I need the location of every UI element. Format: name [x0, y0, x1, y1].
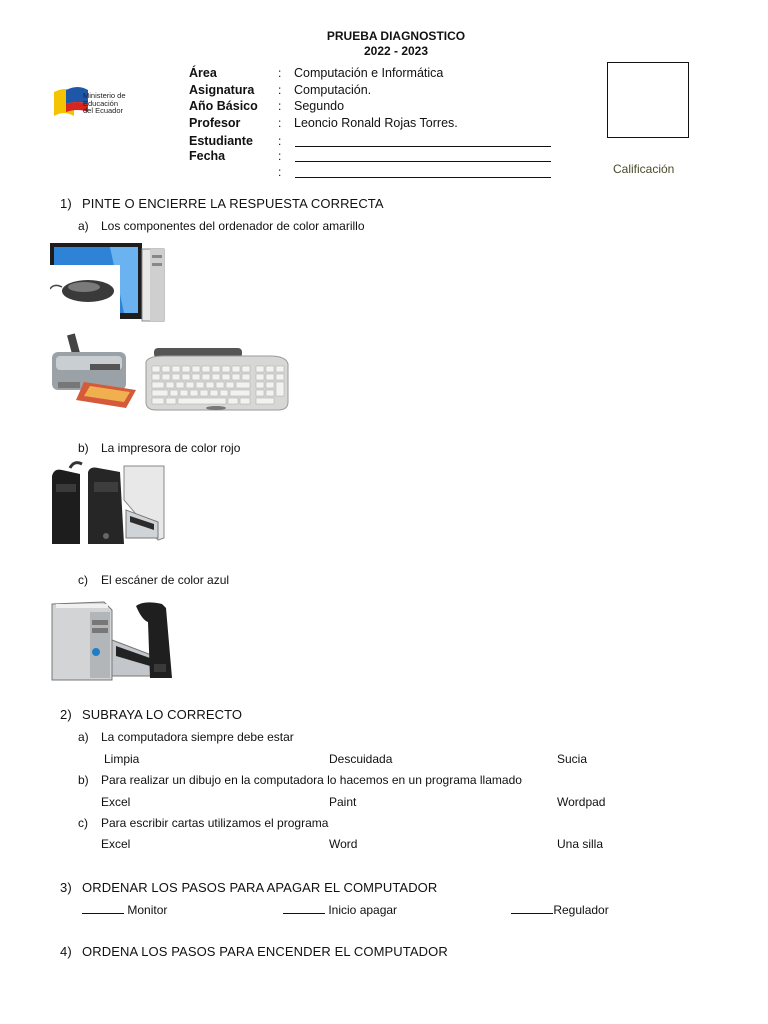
colon: : [278, 83, 282, 97]
student-name-line[interactable] [295, 146, 551, 147]
q2c-option-2[interactable]: Word [329, 837, 358, 851]
colon: : [278, 99, 282, 113]
speakers-scanner-image[interactable] [50, 460, 166, 546]
q3-step-2[interactable] [283, 903, 397, 917]
field-label-area: Área [189, 66, 217, 80]
q3-step-3[interactable] [511, 903, 609, 917]
answer-blank[interactable] [511, 903, 553, 914]
q2b-option-2[interactable]: Paint [329, 795, 357, 809]
q1-number: 1) [60, 196, 72, 211]
q4-number: 4) [60, 944, 72, 959]
colon: : [278, 116, 282, 130]
q2-number: 2) [60, 707, 72, 722]
q1b-text: La impresora de color rojo [101, 441, 241, 455]
field-value-asignatura: Computación. [294, 83, 372, 97]
field-label-asignatura: Asignatura [189, 83, 255, 97]
q2c-option-1[interactable]: Excel [101, 837, 131, 851]
q2a-text: La computadora siempre debe estar [101, 730, 294, 744]
q1b-letter: b) [78, 441, 89, 455]
q2c-option-3[interactable]: Una silla [557, 837, 604, 851]
field-value-profesor: Leoncio Ronald Rojas Torres. [294, 116, 458, 130]
extra-line[interactable] [295, 177, 551, 178]
q2b-option-1[interactable]: Excel [101, 795, 131, 809]
grade-box[interactable] [607, 62, 689, 138]
logo-text: Ministerio de Educación del Ecuador [83, 91, 126, 115]
field-label-profesor: Profesor [189, 116, 241, 130]
q2a-option-3[interactable]: Sucia [557, 752, 588, 766]
colon: : [278, 165, 282, 179]
field-label-fecha: Fecha [189, 149, 226, 163]
answer-blank[interactable] [283, 903, 325, 914]
ministry-logo [52, 86, 152, 122]
colon: : [278, 66, 282, 80]
q3-step-label: Monitor [127, 903, 168, 917]
document-years: 2022 - 2023 [363, 44, 429, 58]
answer-blank[interactable] [82, 903, 124, 914]
grade-label: Calificación [613, 162, 675, 176]
field-value-ano-basico: Segundo [294, 99, 345, 113]
q3-step-label: Inicio apagar [328, 903, 398, 917]
colon: : [278, 149, 282, 163]
q4-text: ORDENA LOS PASOS PARA ENCENDER EL COMPUTADOR [82, 944, 448, 959]
date-line[interactable] [295, 161, 551, 162]
q3-text: ORDENAR LOS PASOS PARA APAGAR EL COMPUTADOR [82, 880, 438, 895]
q2-text: SUBRAYA LO CORRECTO [82, 707, 243, 722]
q3-number: 3) [60, 880, 72, 895]
q2b-option-3[interactable]: Wordpad [557, 795, 606, 809]
q2a-option-1[interactable]: Limpia [104, 752, 140, 766]
q1-text: PINTE O ENCIERRE LA RESPUESTA CORRECTA [82, 196, 384, 211]
q2b-text: Para realizar un dibujo en la computadora lo hacemos en un programa llamado [101, 773, 522, 787]
q2c-text: Para escribir cartas utilizamos el programa [101, 816, 329, 830]
q2a-letter: a) [78, 730, 89, 744]
q2c-letter: c) [78, 816, 88, 830]
q1c-text: El escáner de color azul [101, 573, 230, 587]
document-title: PRUEBA DIAGNOSTICO [326, 29, 466, 43]
field-label-ano-basico: Año Básico [189, 99, 258, 113]
monitor-mouse-image[interactable] [50, 243, 166, 323]
field-label-estudiante: Estudiante [189, 134, 253, 148]
q2b-letter: b) [78, 773, 89, 787]
q1a-text: Los componentes del ordenador de color amarillo [101, 219, 365, 233]
field-value-area: Computación e Informática [294, 66, 444, 80]
keyboard-image[interactable] [144, 346, 290, 412]
computer-tower-image[interactable] [50, 600, 176, 682]
q1a-letter: a) [78, 219, 89, 233]
printer-image[interactable] [50, 332, 140, 410]
colon: : [278, 134, 282, 148]
q2a-option-2[interactable]: Descuidada [329, 752, 393, 766]
q3-step-1[interactable] [82, 903, 167, 917]
q3-step-label: Regulador [553, 903, 609, 917]
q1c-letter: c) [78, 573, 88, 587]
